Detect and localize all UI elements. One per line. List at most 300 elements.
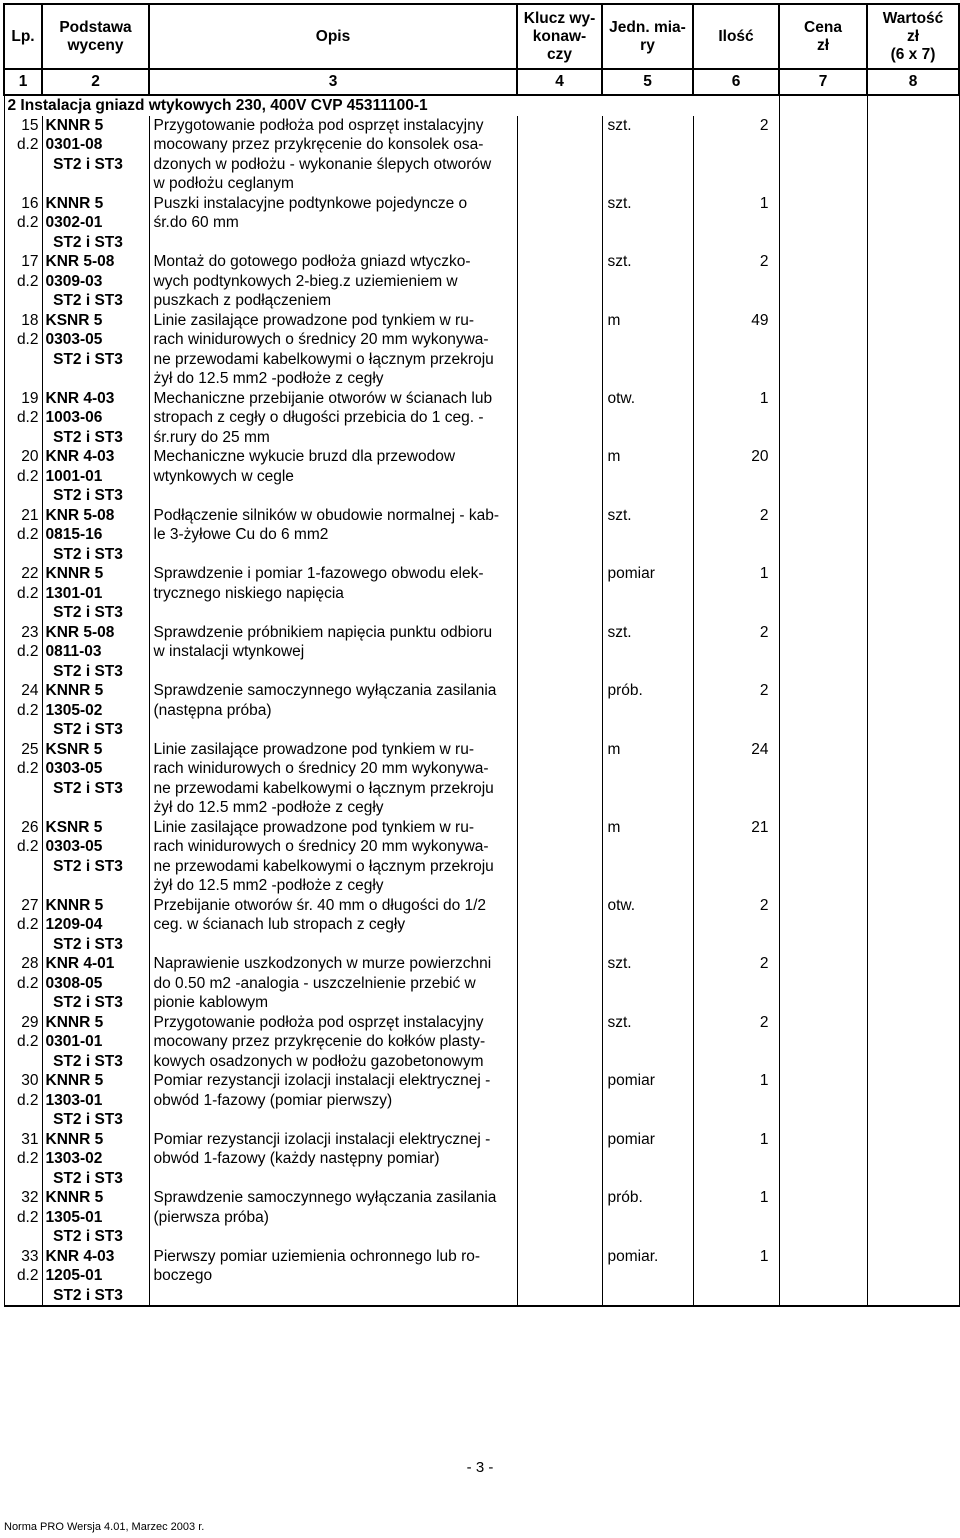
row-basis <box>42 954 149 1013</box>
basis-line: KSNR 5 <box>45 740 103 758</box>
row-value <box>867 506 959 565</box>
description-line: trycznego niskiego napięcia <box>153 584 344 602</box>
basis-line: KNNR 5 <box>45 1072 104 1089</box>
table-row <box>4 1013 959 1072</box>
column-number: 4 <box>517 69 602 95</box>
column-number: 1 <box>4 69 42 95</box>
row-lp: 21 <box>21 506 39 524</box>
row-unit: pomiar <box>602 1071 693 1130</box>
row-quantity: 2 <box>693 116 779 194</box>
row-number <box>4 252 42 311</box>
row-price <box>779 1188 867 1247</box>
row-number <box>4 564 42 623</box>
row-value <box>867 564 959 623</box>
row-lp: 29 <box>21 1013 39 1031</box>
row-basis <box>42 389 149 448</box>
row-value <box>867 1071 959 1130</box>
row-description <box>149 740 517 818</box>
row-value <box>867 447 959 506</box>
row-number <box>4 194 42 253</box>
row-quantity: 21 <box>693 818 779 896</box>
row-number <box>4 740 42 818</box>
row-price <box>779 252 867 311</box>
row-price <box>779 818 867 896</box>
row-price <box>779 1130 867 1189</box>
description-line: (następna próba) <box>153 701 272 719</box>
row-basis <box>42 506 149 565</box>
row-number <box>4 311 42 389</box>
basis-line: KNNR 5 <box>45 1189 104 1206</box>
row-key <box>517 896 602 955</box>
description-line: żył do 12.5 mm2 -podłoże z cegły <box>153 877 384 894</box>
description-line: Przygotowanie podłoża pod osprzęt instalacyjny <box>153 116 484 134</box>
row-unit: m <box>602 447 693 506</box>
row-key <box>517 1188 602 1247</box>
basis-line: 0301-08 <box>45 136 103 153</box>
row-value <box>867 740 959 818</box>
basis-line: ST2 i ST3 <box>53 350 123 368</box>
header-row <box>4 4 959 69</box>
row-quantity: 2 <box>693 1013 779 1072</box>
row-unit: szt. <box>602 1013 693 1072</box>
description-line: Naprawienie uszkodzonych w murze powierzchni <box>153 955 492 972</box>
basis-line: ST2 i ST3 <box>53 721 123 738</box>
description-line: Montaż do gotowego podłoża gniazd wtyczko- <box>153 253 471 270</box>
row-quantity: 1 <box>693 1130 779 1189</box>
row-lp: 19 <box>21 389 39 407</box>
description-line: Przebijanie otworów śr. 40 mm o długości do 1/2 <box>153 896 487 914</box>
section-title: 2 Instalacja gniazd wtykowych 230, 400V CVP 45311100-1 <box>4 95 693 116</box>
basis-line: 1303-01 <box>45 1091 103 1109</box>
row-price <box>779 389 867 448</box>
basis-line: 1305-02 <box>45 701 103 719</box>
basis-line: KNR 4-03 <box>45 389 115 407</box>
description-line: pionie kablowym <box>153 994 269 1011</box>
row-number <box>4 447 42 506</box>
basis-line: KNR 5-08 <box>45 253 115 270</box>
row-value <box>867 311 959 389</box>
row-lp-sub: d.2 <box>16 409 39 426</box>
basis-line: 1001-01 <box>45 467 103 485</box>
description-line: do 0.50 m2 -analogia - uszczelnienie przebić w <box>153 974 476 992</box>
row-description <box>149 818 517 896</box>
table-row <box>4 1130 959 1189</box>
table-row <box>4 623 959 682</box>
table-row <box>4 194 959 253</box>
row-number <box>4 681 42 740</box>
row-lp-sub: d.2 <box>16 272 39 290</box>
row-value <box>867 1247 959 1307</box>
row-basis <box>42 311 149 389</box>
basis-line: ST2 i ST3 <box>53 935 123 953</box>
description-line: ceg. w ścianach lub stropach z cegły <box>153 916 406 933</box>
description-line: Pomiar rezystancji izolacji instalacji elektrycznej - <box>153 1130 491 1148</box>
basis-line: ST2 i ST3 <box>53 1286 123 1304</box>
basis-line: 0308-05 <box>45 974 103 992</box>
description-line: mocowany przez przykręcenie do konsolek osa- <box>153 136 484 153</box>
row-lp: 30 <box>21 1072 39 1089</box>
column-number: 6 <box>693 69 779 95</box>
row-lp-sub: d.2 <box>16 916 39 933</box>
basis-line: KNNR 5 <box>45 116 104 134</box>
row-number <box>4 1130 42 1189</box>
row-number <box>4 1013 42 1072</box>
row-lp: 17 <box>21 253 39 270</box>
description-line: Pomiar rezystancji izolacji instalacji elektrycznej - <box>153 1072 491 1089</box>
row-number <box>4 818 42 896</box>
header-price: Cena zł <box>779 4 867 69</box>
row-unit: m <box>602 740 693 818</box>
row-lp: 23 <box>21 623 39 641</box>
row-value <box>867 389 959 448</box>
row-basis <box>42 623 149 682</box>
row-lp: 26 <box>21 818 39 836</box>
description-line: Pierwszy pomiar uziemienia ochronnego lub ro- <box>153 1247 481 1265</box>
row-price <box>779 564 867 623</box>
header-basis: Podstawa wyceny <box>42 4 149 69</box>
page-number: - 3 - <box>466 1459 494 1476</box>
basis-line: ST2 i ST3 <box>53 1169 123 1187</box>
description-line: Linie zasilające prowadzone pod tynkiem w ru- <box>153 311 474 329</box>
row-key <box>517 623 602 682</box>
basis-line: 0302-01 <box>45 214 103 231</box>
row-number <box>4 1071 42 1130</box>
basis-line: KSNR 5 <box>45 311 103 329</box>
row-quantity: 1 <box>693 194 779 253</box>
row-lp: 16 <box>21 194 39 212</box>
row-key <box>517 818 602 896</box>
header-lp: Lp. <box>4 4 42 69</box>
table-row <box>4 252 959 311</box>
row-description <box>149 389 517 448</box>
row-price <box>779 1013 867 1072</box>
row-quantity: 1 <box>693 389 779 448</box>
table-row <box>4 818 959 896</box>
row-value <box>867 194 959 253</box>
row-description <box>149 1130 517 1189</box>
description-line: w podłożu ceglanym <box>153 175 294 192</box>
table-row <box>4 311 959 389</box>
row-unit: szt. <box>602 506 693 565</box>
cost-estimate-table <box>3 3 960 1307</box>
basis-line: 1209-04 <box>45 916 103 933</box>
basis-line: KNR 4-03 <box>45 1247 115 1265</box>
row-price <box>779 506 867 565</box>
row-key <box>517 389 602 448</box>
row-price <box>779 194 867 253</box>
row-lp-sub: d.2 <box>16 526 39 543</box>
row-lp-sub: d.2 <box>16 584 39 602</box>
basis-line: 1305-01 <box>45 1208 103 1226</box>
row-lp-sub: d.2 <box>16 838 39 855</box>
row-quantity: 1 <box>693 1071 779 1130</box>
row-unit: szt. <box>602 252 693 311</box>
basis-line: KNNR 5 <box>45 1013 104 1031</box>
table-row <box>4 954 959 1013</box>
basis-line: 0303-05 <box>45 838 103 855</box>
row-key <box>517 1130 602 1189</box>
row-description <box>149 252 517 311</box>
description-line: ne przewodami kabelkowymi o łącznym przekroju <box>153 350 494 368</box>
description-line: boczego <box>153 1267 213 1284</box>
row-basis <box>42 116 149 194</box>
row-value <box>867 116 959 194</box>
row-quantity: 24 <box>693 740 779 818</box>
column-number: 7 <box>779 69 867 95</box>
row-quantity: 2 <box>693 896 779 955</box>
row-value <box>867 1130 959 1189</box>
header-value: Wartość zł (6 x 7) <box>867 4 959 69</box>
row-key <box>517 740 602 818</box>
description-line: śr.rury do 25 mm <box>153 428 270 446</box>
row-basis <box>42 564 149 623</box>
basis-line: KNNR 5 <box>45 194 104 212</box>
row-basis <box>42 447 149 506</box>
row-lp: 32 <box>21 1189 39 1206</box>
basis-line: ST2 i ST3 <box>53 1052 123 1070</box>
row-unit: szt. <box>602 623 693 682</box>
row-value <box>867 623 959 682</box>
row-description <box>149 447 517 506</box>
description-line: Sprawdzenie próbnikiem napięcia punktu odbioru <box>153 623 493 641</box>
row-description <box>149 311 517 389</box>
row-lp-sub: d.2 <box>16 1091 39 1109</box>
table-row <box>4 740 959 818</box>
row-price <box>779 896 867 955</box>
row-unit: prób. <box>602 1188 693 1247</box>
row-lp: 25 <box>21 740 39 758</box>
basis-line: ST2 i ST3 <box>53 779 123 797</box>
row-price <box>779 1247 867 1307</box>
row-description <box>149 1071 517 1130</box>
row-lp: 20 <box>21 448 39 465</box>
basis-line: ST2 i ST3 <box>53 662 123 680</box>
basis-line: ST2 i ST3 <box>53 1111 123 1128</box>
column-numbers-row <box>4 69 959 95</box>
row-price <box>779 954 867 1013</box>
row-quantity: 20 <box>693 447 779 506</box>
row-unit: szt. <box>602 194 693 253</box>
row-value <box>867 896 959 955</box>
description-line: puszkach z podłączeniem <box>153 292 331 309</box>
row-description <box>149 564 517 623</box>
description-line: (pierwsza próba) <box>153 1208 269 1226</box>
table-row <box>4 116 959 194</box>
table-row <box>4 1247 959 1307</box>
basis-line: KSNR 5 <box>45 818 103 836</box>
row-basis <box>42 896 149 955</box>
description-line: wtynkowych w cegle <box>153 467 294 485</box>
description-line: mocowany przez przykręcenie do kołków plasty- <box>153 1033 486 1050</box>
row-quantity: 1 <box>693 564 779 623</box>
description-line: Mechaniczne przebijanie otworów w ścianach lub <box>153 389 493 407</box>
row-unit: prób. <box>602 681 693 740</box>
row-key <box>517 564 602 623</box>
basis-line: 1003-06 <box>45 409 103 426</box>
description-line: le 3-żyłowe Cu do 6 mm2 <box>153 526 329 543</box>
basis-line: KNNR 5 <box>45 1130 104 1148</box>
row-number <box>4 623 42 682</box>
row-unit: pomiar <box>602 564 693 623</box>
row-price <box>779 116 867 194</box>
description-line: rach winidurowych o średnicy 20 mm wykonywa- <box>153 760 489 777</box>
row-unit: szt. <box>602 954 693 1013</box>
row-price <box>779 1071 867 1130</box>
description-line: Puszki instalacyjne podtynkowe pojedyncze o <box>153 194 468 212</box>
row-description <box>149 1247 517 1307</box>
row-lp: 24 <box>21 682 39 699</box>
row-lp: 27 <box>21 896 39 914</box>
basis-line: KNR 5-08 <box>45 506 115 524</box>
description-line: żył do 12.5 mm2 -podłoże z cegły <box>153 370 384 387</box>
row-value <box>867 1013 959 1072</box>
row-description <box>149 194 517 253</box>
row-key <box>517 447 602 506</box>
row-unit: m <box>602 311 693 389</box>
row-value <box>867 954 959 1013</box>
row-basis <box>42 681 149 740</box>
row-lp: 33 <box>21 1247 39 1265</box>
column-number: 2 <box>42 69 149 95</box>
description-line: rach winidurowych o średnicy 20 mm wykonywa- <box>153 838 489 855</box>
basis-line: 0303-05 <box>45 331 103 348</box>
header-desc: Opis <box>149 4 517 69</box>
row-lp: 15 <box>21 116 39 134</box>
description-line: Sprawdzenie i pomiar 1-fazowego obwodu elek- <box>153 565 484 582</box>
basis-line: 1205-01 <box>45 1267 103 1284</box>
row-lp-sub: d.2 <box>16 1208 39 1226</box>
row-description <box>149 954 517 1013</box>
table-row <box>4 1071 959 1130</box>
basis-line: 1301-01 <box>45 584 103 602</box>
row-unit: szt. <box>602 116 693 194</box>
description-line: wych podtynkowych 2-bieg.z uziemieniem w <box>153 272 458 290</box>
table-row <box>4 896 959 955</box>
basis-line: ST2 i ST3 <box>53 292 123 309</box>
description-line: Sprawdzenie samoczynnego wyłączania zasilania <box>153 1189 497 1206</box>
row-price <box>779 447 867 506</box>
basis-line: ST2 i ST3 <box>53 1228 123 1245</box>
row-quantity: 2 <box>693 252 779 311</box>
row-basis <box>42 1013 149 1072</box>
row-key <box>517 1071 602 1130</box>
basis-line: KNR 4-01 <box>45 955 115 972</box>
row-key <box>517 1013 602 1072</box>
row-quantity: 49 <box>693 311 779 389</box>
description-line: obwód 1-fazowy (każdy następny pomiar) <box>153 1150 440 1167</box>
basis-line: KNNR 5 <box>45 682 104 699</box>
description-line: Sprawdzenie samoczynnego wyłączania zasilania <box>153 682 497 699</box>
basis-line: 0815-16 <box>45 526 103 543</box>
basis-line: KNR 5-08 <box>45 623 115 641</box>
row-lp-sub: d.2 <box>16 331 39 348</box>
basis-line: 0309-03 <box>45 272 103 290</box>
row-basis <box>42 252 149 311</box>
row-key <box>517 311 602 389</box>
row-quantity: 2 <box>693 681 779 740</box>
row-lp: 22 <box>21 565 39 582</box>
column-number: 5 <box>602 69 693 95</box>
row-lp: 31 <box>21 1130 39 1148</box>
row-number <box>4 389 42 448</box>
row-description <box>149 896 517 955</box>
row-unit: otw. <box>602 389 693 448</box>
basis-line: ST2 i ST3 <box>53 604 123 621</box>
row-value <box>867 252 959 311</box>
row-quantity: 2 <box>693 506 779 565</box>
row-basis <box>42 194 149 253</box>
row-description <box>149 623 517 682</box>
row-number <box>4 116 42 194</box>
row-lp: 18 <box>21 311 39 329</box>
row-lp-sub: d.2 <box>16 643 39 660</box>
row-lp: 28 <box>21 955 39 972</box>
row-key <box>517 681 602 740</box>
description-line: Podłączenie silników w obudowie normalnej - kab- <box>153 506 499 524</box>
description-line: kowych osadzonych w podłożu gazobetonowym <box>153 1052 484 1070</box>
basis-line: ST2 i ST3 <box>53 233 123 251</box>
row-unit: m <box>602 818 693 896</box>
row-price <box>779 681 867 740</box>
row-quantity: 1 <box>693 1247 779 1307</box>
row-price <box>779 623 867 682</box>
basis-line: 0811-03 <box>45 643 102 660</box>
header-unit: Jedn. mia- ry <box>602 4 693 69</box>
row-number <box>4 896 42 955</box>
row-quantity: 2 <box>693 623 779 682</box>
row-basis <box>42 1071 149 1130</box>
row-key <box>517 1247 602 1307</box>
description-line: Linie zasilające prowadzone pod tynkiem w ru- <box>153 740 474 758</box>
column-number: 3 <box>149 69 517 95</box>
description-line: ne przewodami kabelkowymi o łącznym przekroju <box>153 779 494 797</box>
basis-line: ST2 i ST3 <box>53 545 123 563</box>
row-basis <box>42 740 149 818</box>
row-value <box>867 818 959 896</box>
table-row <box>4 389 959 448</box>
description-line: żył do 12.5 mm2 -podłoże z cegły <box>153 799 384 816</box>
row-basis <box>42 1130 149 1189</box>
software-footer: Norma PRO Wersja 4.01, Marzec 2003 r. <box>4 1521 205 1533</box>
row-lp-sub: d.2 <box>16 1267 39 1284</box>
basis-line: ST2 i ST3 <box>53 155 123 173</box>
table-row <box>4 564 959 623</box>
table-row <box>4 506 959 565</box>
header-qty: Ilość <box>693 4 779 69</box>
row-key <box>517 116 602 194</box>
description-line: Linie zasilające prowadzone pod tynkiem w ru- <box>153 818 474 836</box>
row-number <box>4 1247 42 1307</box>
row-price <box>779 311 867 389</box>
description-line: obwód 1-fazowy (pomiar pierwszy) <box>153 1091 393 1109</box>
description-line: Mechaniczne wykucie bruzd dla przewodow <box>153 448 456 465</box>
description-line: śr.do 60 mm <box>153 214 239 231</box>
description-line: dzonych w podłożu - wykonanie ślepych otworów <box>153 155 492 173</box>
row-basis <box>42 818 149 896</box>
row-description <box>149 1013 517 1072</box>
row-basis <box>42 1188 149 1247</box>
row-number <box>4 954 42 1013</box>
basis-line: ST2 i ST3 <box>53 428 123 446</box>
basis-line: KNNR 5 <box>45 565 104 582</box>
row-price <box>779 740 867 818</box>
row-quantity: 2 <box>693 954 779 1013</box>
table-row <box>4 681 959 740</box>
row-key <box>517 954 602 1013</box>
row-key <box>517 194 602 253</box>
description-line: rach winidurowych o średnicy 20 mm wykonywa- <box>153 331 489 348</box>
row-basis <box>42 1247 149 1307</box>
